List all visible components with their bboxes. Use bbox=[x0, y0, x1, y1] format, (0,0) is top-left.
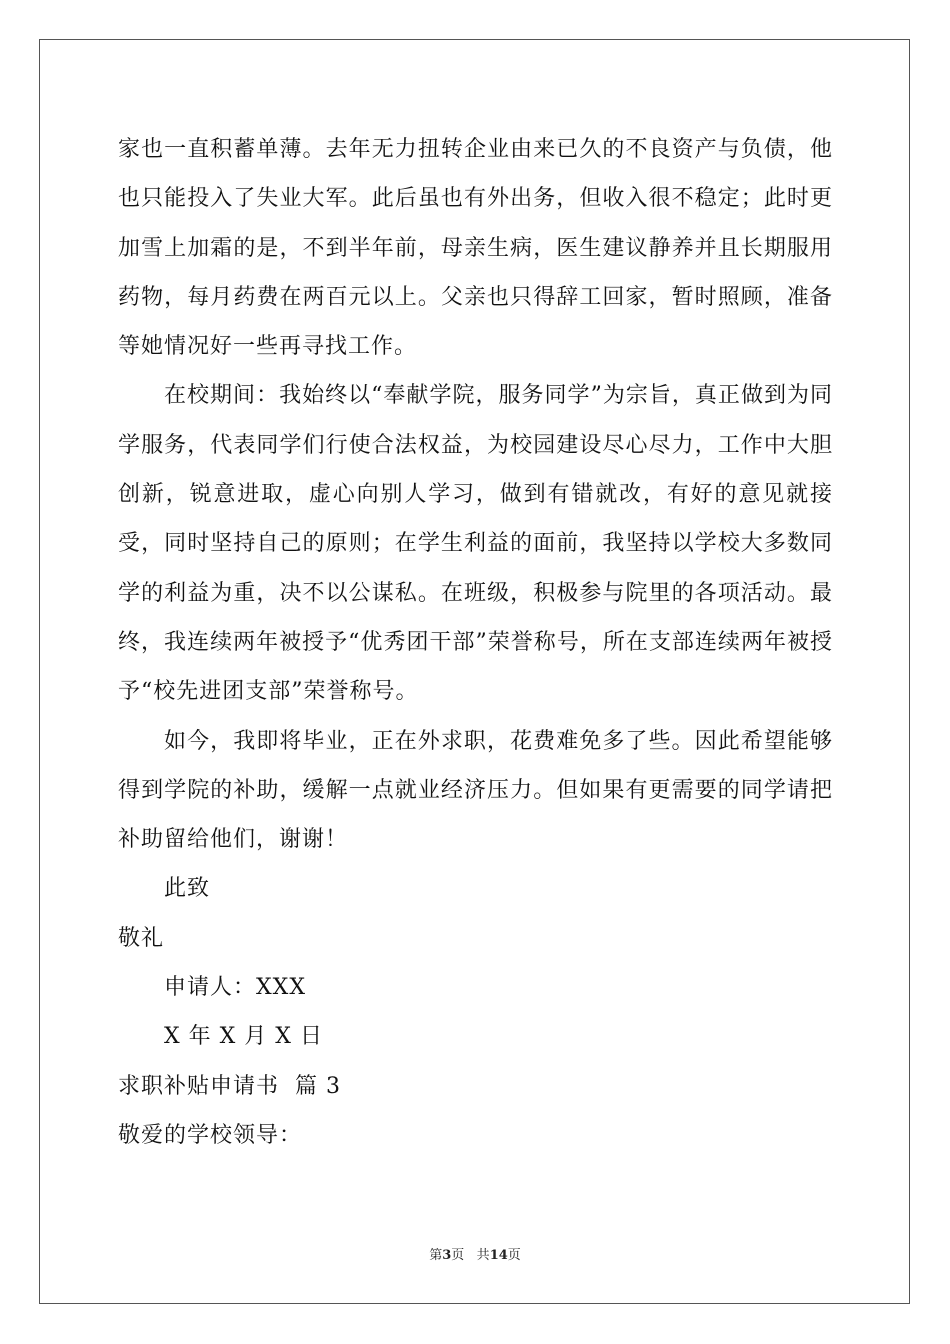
document-body bbox=[118, 125, 833, 1160]
footer-total-pages: 14 bbox=[489, 1248, 508, 1263]
footer-page-prefix: 第 bbox=[429, 1248, 443, 1263]
salute-text: 敬礼 bbox=[118, 925, 165, 951]
paragraph-family-situation: 家也一直积蓄单薄。去年无力扭转企业由来已久的不良资产与负债，他也只能投入了失业大军。此后虽也有外出务，但收入很不稳定；此时更加雪上加霜的是，不到半年前，母亲生病，医生建议静养并且长期服用药物，每月药费在两百元以上。父亲也只得辞工回家，暂时照顾，准备等她情况好一些再寻找工作。 bbox=[118, 137, 833, 360]
footer-total-suffix: 页 bbox=[507, 1248, 521, 1263]
applicant-signature: 申请人：XXX bbox=[164, 975, 306, 1001]
footer-page-suffix: 页 bbox=[451, 1248, 465, 1263]
paragraph-school-record: 在校期间：我始终以“奉献学院，服务同学”为宗旨，真正做到为同学服务，代表同学们行使合法权益，为校园建设尽心尽力，工作中大胆创新，锐意进取，虚心向别人学习，做到有错就改，有好的意见就接受，同时坚持自己的原则；在学生利益的面前，我坚持以学校大多数同学的利益为重，决不以公谋私。在班级，积极参与院里的各项活动。最终，我连续两年被授予“优秀团干部”荣誉称号，所在支部连续两年被授予“校先进团支部”荣誉称号。 bbox=[118, 383, 833, 705]
section-title: 求职补贴申请书 篇 3 bbox=[118, 1073, 341, 1099]
paragraph-request: 如今，我即将毕业，正在外求职，花费难免多了些。因此希望能够得到学院的补助，缓解一点就业经济压力。但如果有更需要的同学请把补助留给他们，谢谢！ bbox=[118, 728, 833, 853]
letter-date: X 年 X 月 X 日 bbox=[164, 1024, 323, 1050]
footer-page-number: 3 bbox=[442, 1248, 452, 1263]
closing-text: 此致 bbox=[164, 876, 211, 902]
footer-total-prefix: 共 bbox=[476, 1248, 490, 1263]
section-greeting: 敬爱的学校领导： bbox=[118, 1122, 303, 1148]
page-footer bbox=[0, 1246, 950, 1266]
